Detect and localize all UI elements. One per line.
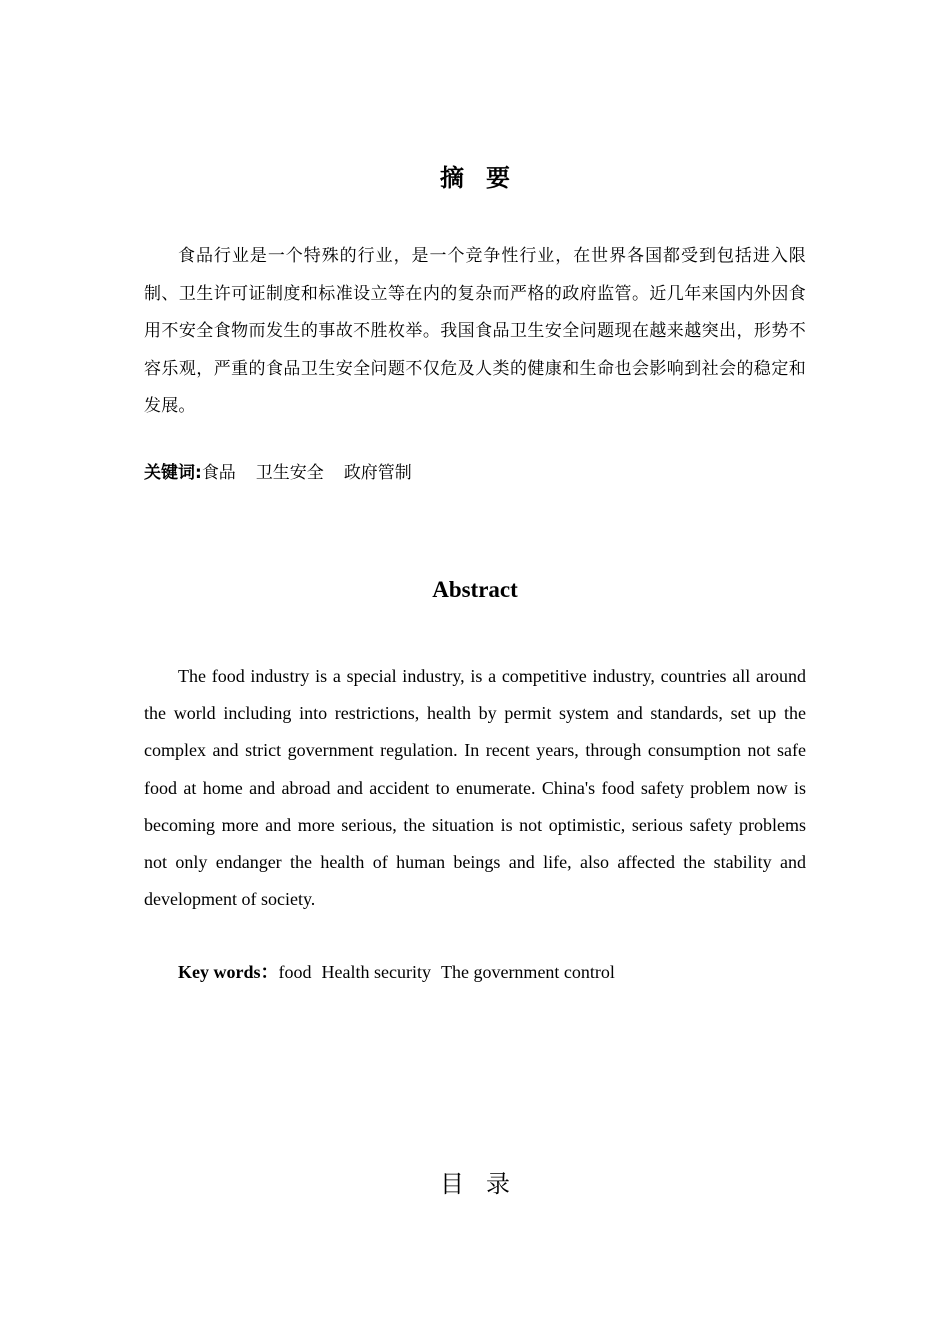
abstract-cn-title: 摘要 (440, 164, 532, 192)
keywords-cn-label: 关键词: (144, 463, 202, 483)
keyword-cn-item: 卫生安全 (255, 463, 324, 483)
keywords-en-label: Key words： (178, 962, 279, 982)
abstract-cn-body: 食品行业是一个特殊的行业，是一个竞争性行业，在世界各国都受到包括进入限制、卫生许可证制度和标准设立等在内的复杂而严格的政府监管。近几年来国内外因食用不安全食物而发生的事故不胜枚举。我国食品卫生安全问题现在越来越突出，形势不容乐观，严重的食品卫生安全问题不仅危及人类的健康和生命也会影响到社会的稳定和发展。 (144, 246, 806, 416)
abstract-en-title: Abstract (432, 577, 518, 602)
keywords-en (178, 957, 806, 987)
keyword-en-item: food (278, 962, 312, 982)
keyword-cn-item: 政府管制 (343, 463, 412, 483)
keyword-cn-item: 食品 (201, 463, 236, 483)
toc-title: 目录 (440, 1170, 532, 1198)
keyword-en-item: The government control (440, 962, 615, 982)
keyword-en-item: Health security (321, 962, 431, 982)
abstract-en-body: The food industry is a special industry, is a competitive industry, countries all around the world including into restrictions, health by permit system and standards, set up the complex and strict government regulation. In recent years, through consumption not safe food at home and abroad and accident to enumerate. China's food safety problem now is becoming more and more serious, the situation is not optimistic, serious safety problems not only endanger the health of human beings and life, also affected the stability and development of society. (144, 666, 806, 910)
keywords-cn (144, 458, 806, 488)
